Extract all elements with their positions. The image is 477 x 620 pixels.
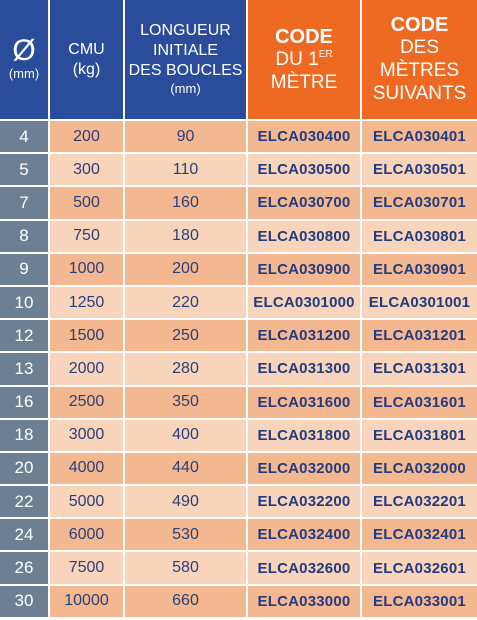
code-first-meter-cell: ELCA032200 [248,486,362,519]
code-first-meter-cell: ELCA030900 [248,254,362,287]
code2-title: CODE [390,14,449,37]
cmu-cell: 1000 [50,254,125,287]
length-cell: 180 [125,221,248,254]
length-line1: LONGUEUR [140,22,231,40]
code-next-meters-cell: ELCA032000 [362,453,477,486]
length-line2: INITIALE [153,42,218,60]
code-first-meter-cell: ELCA031200 [248,320,362,353]
code-next-meters-cell: ELCA033001 [362,586,477,619]
length-cell: 660 [125,586,248,619]
code1-sup: ER [318,48,333,60]
diameter-cell: 10 [0,287,50,320]
code1-line2-text: DU 1 [275,48,319,70]
diameter-cell: 30 [0,586,50,619]
diameter-cell: 9 [0,254,50,287]
length-line3: DES BOUCLES [128,62,243,80]
code2-line4: SUIVANTS [372,82,467,104]
header-length [125,0,248,121]
diameter-cell: 16 [0,387,50,420]
length-cell: 90 [125,121,248,154]
diameter-cell: 22 [0,486,50,519]
code-next-meters-cell: ELCA031201 [362,320,477,353]
header-diameter [0,0,50,121]
code-next-meters-cell: ELCA0301001 [362,287,477,320]
diameter-symbol: Ø [12,34,36,68]
cmu-cell: 10000 [50,586,125,619]
code1-line2 [275,49,332,72]
diameter-cell: 4 [0,121,50,154]
code-next-meters-cell: ELCA031301 [362,353,477,386]
diameter-cell: 13 [0,353,50,386]
length-cell: 490 [125,486,248,519]
cmu-cell: 5000 [50,486,125,519]
code-first-meter-cell: ELCA032000 [248,453,362,486]
diameter-cell: 12 [0,320,50,353]
cmu-cell: 300 [50,154,125,187]
header-cmu [50,0,125,121]
cmu-cell: 1500 [50,320,125,353]
cmu-cell: 750 [50,221,125,254]
diameter-cell: 8 [0,221,50,254]
code-first-meter-cell: ELCA030500 [248,154,362,187]
cmu-cell: 2000 [50,353,125,386]
code1-line3: MÈTRE [270,71,338,93]
code-next-meters-cell: ELCA031601 [362,387,477,420]
code1-title: CODE [275,25,333,48]
code2-line3: MÈTRES [379,60,460,82]
code-next-meters-cell: ELCA030501 [362,154,477,187]
cmu-cell: 3000 [50,420,125,453]
code-next-meters-cell: ELCA030901 [362,254,477,287]
code-next-meters-cell: ELCA031801 [362,420,477,453]
code-next-meters-cell: ELCA032601 [362,552,477,585]
cmu-cell: 7500 [50,552,125,585]
length-cell: 110 [125,154,248,187]
length-cell: 400 [125,420,248,453]
cmu-label: CMU [68,40,105,58]
length-cell: 530 [125,519,248,552]
diameter-cell: 20 [0,453,50,486]
length-cell: 350 [125,387,248,420]
code-first-meter-cell: ELCA033000 [248,586,362,619]
code-next-meters-cell: ELCA030701 [362,187,477,220]
code-first-meter-cell: ELCA0301000 [248,287,362,320]
code-first-meter-cell: ELCA031300 [248,353,362,386]
header-code-first-meter [248,0,362,121]
diameter-cell: 7 [0,187,50,220]
cmu-cell: 4000 [50,453,125,486]
cmu-cell: 2500 [50,387,125,420]
header-code-next-meters [362,0,477,121]
length-cell: 200 [125,254,248,287]
diameter-cell: 24 [0,519,50,552]
code-first-meter-cell: ELCA031800 [248,420,362,453]
diameter-cell: 18 [0,420,50,453]
code-first-meter-cell: ELCA032600 [248,552,362,585]
code-first-meter-cell: ELCA030700 [248,187,362,220]
cmu-cell: 6000 [50,519,125,552]
code-next-meters-cell: ELCA032201 [362,486,477,519]
code-first-meter-cell: ELCA030400 [248,121,362,154]
code-first-meter-cell: ELCA030800 [248,221,362,254]
diameter-cell: 5 [0,154,50,187]
cmu-cell: 200 [50,121,125,154]
length-cell: 160 [125,187,248,220]
code-next-meters-cell: ELCA032401 [362,519,477,552]
code-next-meters-cell: ELCA030401 [362,121,477,154]
code2-line2: DES [399,37,440,59]
length-cell: 580 [125,552,248,585]
length-unit: (mm) [170,81,201,97]
cmu-unit: (kg) [72,60,101,78]
code-first-meter-cell: ELCA031600 [248,387,362,420]
cmu-cell: 500 [50,187,125,220]
diameter-cell: 26 [0,552,50,585]
cmu-cell: 1250 [50,287,125,320]
code-next-meters-cell: ELCA030801 [362,221,477,254]
length-cell: 220 [125,287,248,320]
length-cell: 250 [125,320,248,353]
length-cell: 440 [125,453,248,486]
code-first-meter-cell: ELCA032400 [248,519,362,552]
diameter-unit: (mm) [8,66,40,82]
length-cell: 280 [125,353,248,386]
